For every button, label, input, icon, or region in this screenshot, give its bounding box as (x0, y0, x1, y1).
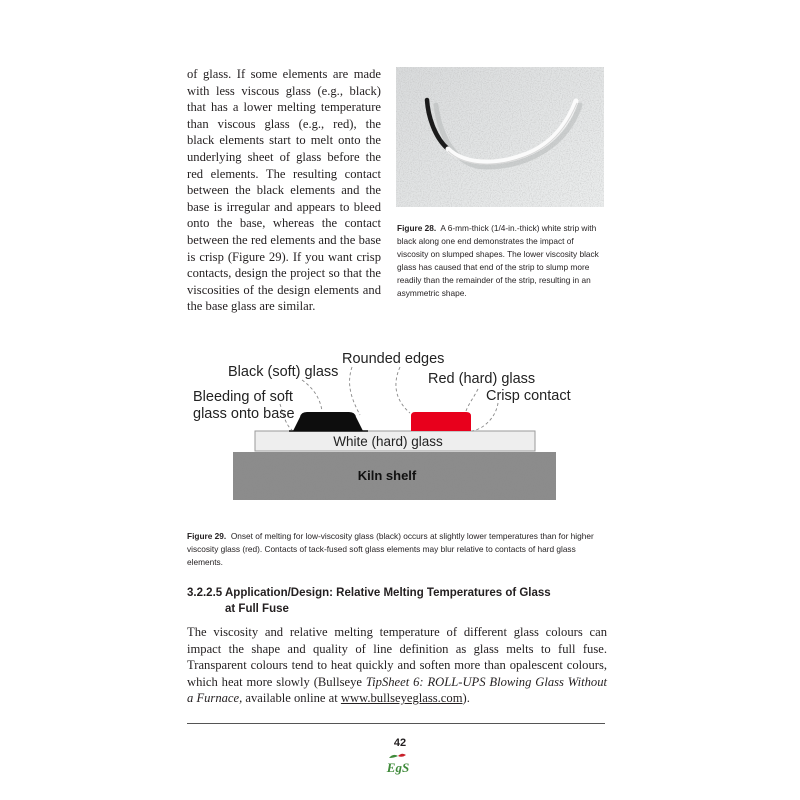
section-title-line1: Application/Design: Relative Melting Temperatures of Glass (225, 587, 551, 599)
body-text-part3: ). (462, 691, 470, 706)
figure29-diagram (180, 345, 620, 505)
figure28-photo (396, 67, 604, 207)
label-bleeding-line1: Bleeding of soft (193, 389, 293, 405)
logo-text: EgS (386, 760, 410, 775)
figure29-label: Figure 29. (187, 531, 227, 541)
figure28-caption (397, 222, 604, 300)
body-text-part1: The viscosity and relative melting temperature of different glass colours can impact the shape and quality of line definition as glass melts to full fuse. Transparent colours tend to heat quickly and soften more than opalescent colours, which heat more slowly (Bullseye (187, 625, 607, 689)
white-glass-label: White (hard) glass (333, 434, 443, 449)
figure28-caption-text: A 6-mm-thick (1/4-in.-thick) white strip with black along one end demonstrates the impact of viscosity on slumped shapes. The lower viscosity black glass has caused that end of the strip to slump more readily than the remainder of the strip, resulting in an asymmetric shape. (397, 223, 599, 298)
figure28-label: Figure 28. (397, 223, 437, 233)
footer-divider (187, 723, 605, 724)
column-paragraph: of glass. If some elements are made with less viscous glass (e.g., black) that has a lower melting temperature than viscous glass (e.g., red), the black elements start to melt onto the underlying sheet of glass before the red elements. The resulting contact between the black elements and the base is irregular and appears to bleed onto the base, whereas the contact between the red elements and the base is crisp (Figure 29). If you want crisp contacts, design the project so that the viscosities of the design elements and the base glass are similar. (187, 67, 381, 314)
body-text-part2: available online at (242, 691, 341, 706)
label-red-hard-glass: Red (hard) glass (428, 371, 536, 387)
label-black-soft-glass: Black (soft) glass (228, 364, 339, 380)
black-glass-element (293, 412, 363, 431)
bullseye-link[interactable]: www.bullseyeglass.com (340, 691, 463, 706)
section-title-line2: at Full Fuse (225, 603, 289, 615)
kiln-shelf-label: Kiln shelf (357, 468, 417, 483)
label-bleeding-line2: glass onto base (193, 406, 295, 422)
publisher-logo (381, 752, 415, 778)
section-heading (187, 585, 607, 617)
figure29-caption (187, 530, 607, 569)
body-italic-title: TipSheet 6: ROLL-UPS Blowing Glass Without a Furnace, (187, 674, 607, 706)
red-glass-element (411, 412, 471, 431)
body-paragraph (187, 624, 607, 707)
label-crisp-contact: Crisp contact (486, 388, 571, 404)
figure29-caption-text: Onset of melting for low-viscosity glass (black) occurs at slightly lower temperatures than for higher viscosity glass (red). Contacts of tack-fused soft glass elements may blur relative to contacts of hard glass elements. (187, 531, 594, 567)
section-number: 3.2.2.5 (187, 587, 223, 599)
label-rounded-edges: Rounded edges (342, 351, 445, 367)
page-number: 42 (393, 737, 407, 749)
